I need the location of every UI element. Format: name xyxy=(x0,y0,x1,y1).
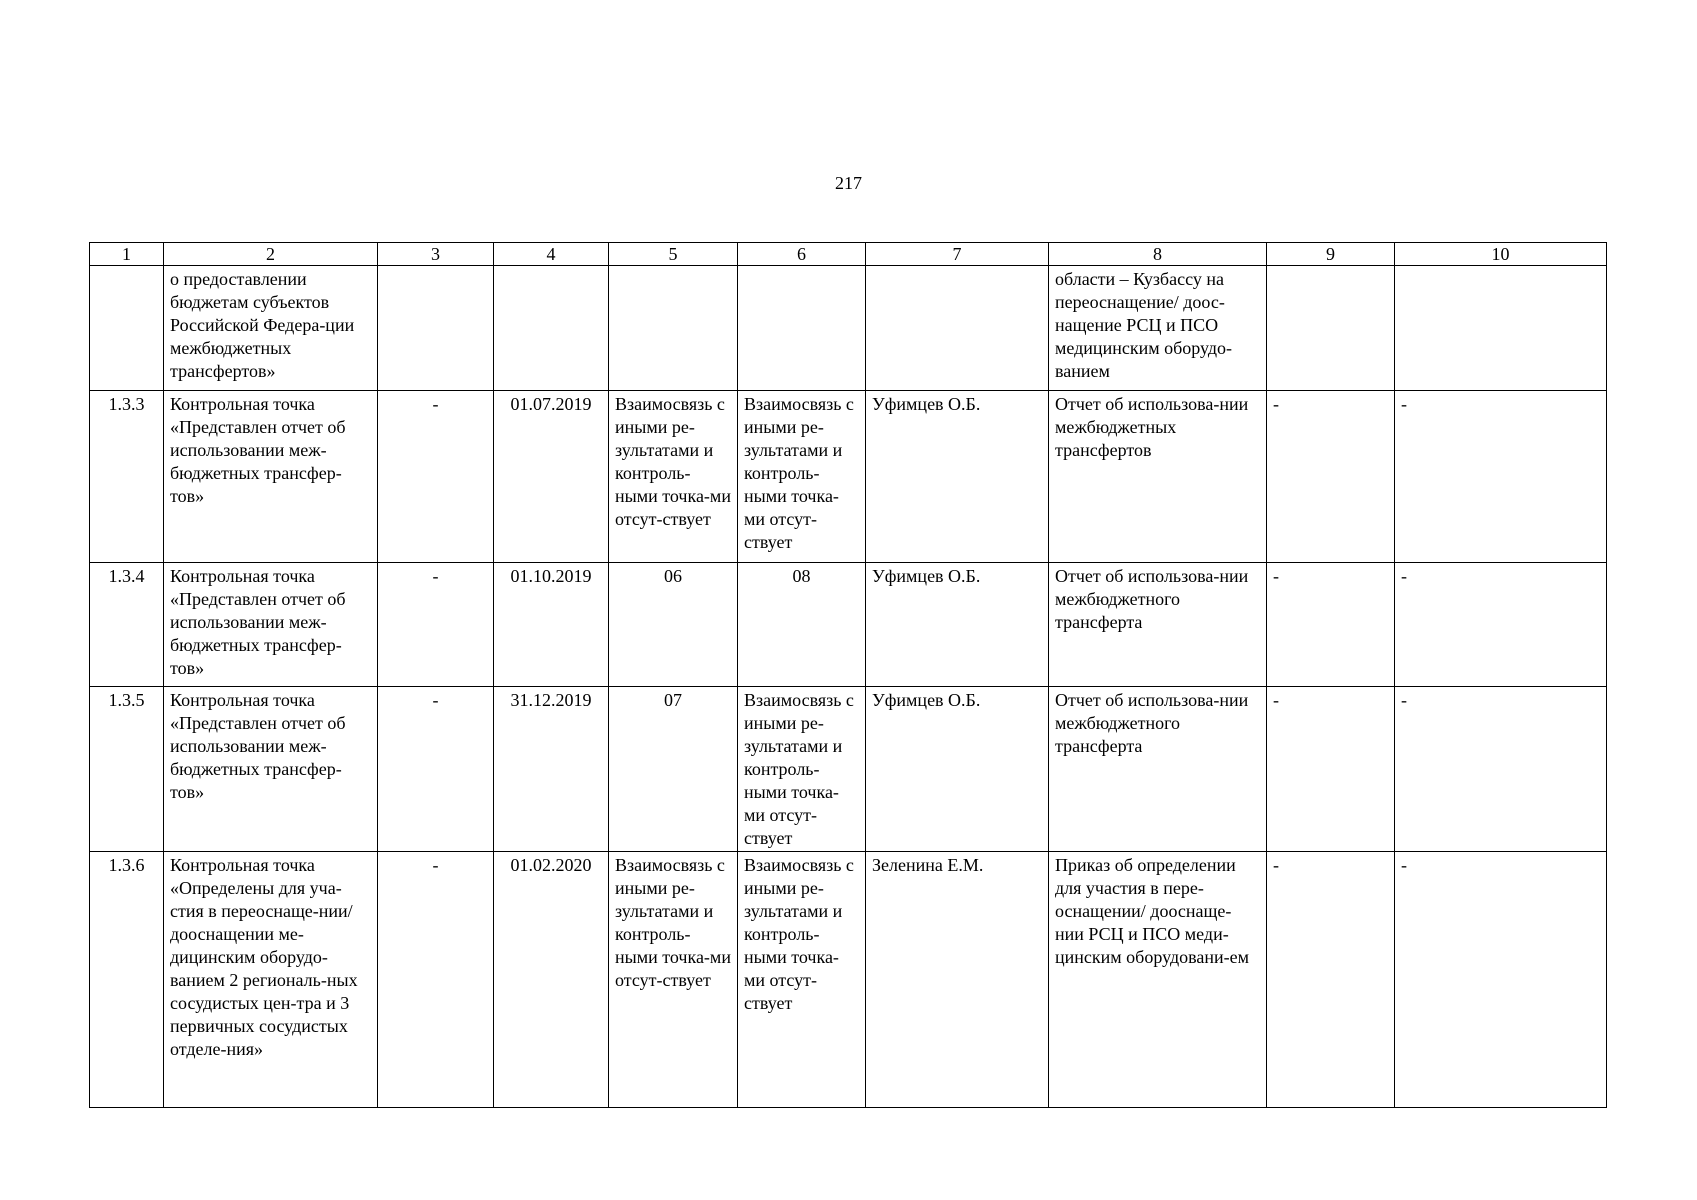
result-document: Отчет об использова-нии межбюджетного трансферта xyxy=(1049,563,1267,687)
cell-col5: 07 xyxy=(609,687,738,852)
col-header-2: 2 xyxy=(164,243,378,266)
row-number: 1.3.5 xyxy=(90,687,164,852)
responsible-person: Уфимцев О.Б. xyxy=(866,687,1049,852)
table-row xyxy=(90,563,1607,687)
col-header-10: 10 xyxy=(1395,243,1607,266)
row-number: 1.3.3 xyxy=(90,391,164,563)
deadline-date xyxy=(494,266,609,391)
row-number: 1.3.6 xyxy=(90,852,164,1108)
cell-col3: - xyxy=(378,852,494,1108)
cell-col6: Взаимосвязь с иными ре-зультатами и контроль-ными точка-ми отсут-ствует xyxy=(738,852,866,1108)
cell-col3: - xyxy=(378,563,494,687)
cell-col6 xyxy=(738,266,866,391)
result-document: области – Кузбассу на переоснащение/ доос-нащение РСЦ и ПСО медицинским оборудо-ванием xyxy=(1049,266,1267,391)
cell-col9: - xyxy=(1267,563,1395,687)
page-number: 217 xyxy=(835,173,862,193)
col-header-8: 8 xyxy=(1049,243,1267,266)
col-header-9: 9 xyxy=(1267,243,1395,266)
cell-col10: - xyxy=(1395,852,1607,1108)
col-header-1: 1 xyxy=(90,243,164,266)
cell-col10 xyxy=(1395,266,1607,391)
control-point-name: Контрольная точка «Определены для уча-стия в переоснаще-нии/дооснащении ме-дицинским оборудо-ванием 2 региональ-ных сосудистых цен-тра и 3 первичных сосудистых отделе-ния» xyxy=(164,852,378,1108)
col-header-4: 4 xyxy=(494,243,609,266)
cell-col5: Взаимосвязь с иными ре-зультатами и контроль-ными точка-ми отсут-ствует xyxy=(609,852,738,1108)
control-points-table xyxy=(89,242,1607,1108)
col-header-3: 3 xyxy=(378,243,494,266)
control-point-name: о предоставлении бюджетам субъектов Российской Федера-ции межбюджетных трансфертов» xyxy=(164,266,378,391)
cell-col3: - xyxy=(378,391,494,563)
responsible-person: Зеленина Е.М. xyxy=(866,852,1049,1108)
cell-col6: Взаимосвязь с иными ре-зультатами и контроль-ными точка-ми отсут-ствует xyxy=(738,687,866,852)
col-header-5: 5 xyxy=(609,243,738,266)
cell-col3: - xyxy=(378,687,494,852)
cell-col9: - xyxy=(1267,391,1395,563)
responsible-person xyxy=(866,266,1049,391)
cell-col5 xyxy=(609,266,738,391)
table-row xyxy=(90,687,1607,852)
cell-col9: - xyxy=(1267,852,1395,1108)
cell-col9 xyxy=(1267,266,1395,391)
cell-col6: 08 xyxy=(738,563,866,687)
cell-col3 xyxy=(378,266,494,391)
row-number: 1.3.4 xyxy=(90,563,164,687)
control-point-name: Контрольная точка «Представлен отчет об использовании меж-бюджетных трансфер-тов» xyxy=(164,563,378,687)
cell-col10: - xyxy=(1395,687,1607,852)
result-document: Отчет об использова-нии межбюджетных трансфертов xyxy=(1049,391,1267,563)
column-number-row xyxy=(90,243,1607,266)
control-point-name: Контрольная точка «Представлен отчет об использовании меж-бюджетных трансфер-тов» xyxy=(164,391,378,563)
cell-col5: Взаимосвязь с иными ре-зультатами и контроль-ными точка-ми отсут-ствует xyxy=(609,391,738,563)
cell-col10: - xyxy=(1395,563,1607,687)
col-header-7: 7 xyxy=(866,243,1049,266)
cell-col10: - xyxy=(1395,391,1607,563)
result-document: Отчет об использова-нии межбюджетного трансферта xyxy=(1049,687,1267,852)
result-document: Приказ об определении для участия в пере-оснащении/ дооснаще-нии РСЦ и ПСО меди-цинским оборудовани-ем xyxy=(1049,852,1267,1108)
deadline-date: 01.02.2020 xyxy=(494,852,609,1108)
deadline-date: 01.07.2019 xyxy=(494,391,609,563)
deadline-date: 31.12.2019 xyxy=(494,687,609,852)
responsible-person: Уфимцев О.Б. xyxy=(866,391,1049,563)
table-row xyxy=(90,391,1607,563)
table-row xyxy=(90,852,1607,1108)
row-number xyxy=(90,266,164,391)
control-point-name: Контрольная точка «Представлен отчет об использовании меж-бюджетных трансфер-тов» xyxy=(164,687,378,852)
cell-col9: - xyxy=(1267,687,1395,852)
table-row xyxy=(90,266,1607,391)
deadline-date: 01.10.2019 xyxy=(494,563,609,687)
cell-col5: 06 xyxy=(609,563,738,687)
responsible-person: Уфимцев О.Б. xyxy=(866,563,1049,687)
cell-col6: Взаимосвязь с иными ре-зультатами и контроль-ными точка-ми отсут-ствует xyxy=(738,391,866,563)
col-header-6: 6 xyxy=(738,243,866,266)
